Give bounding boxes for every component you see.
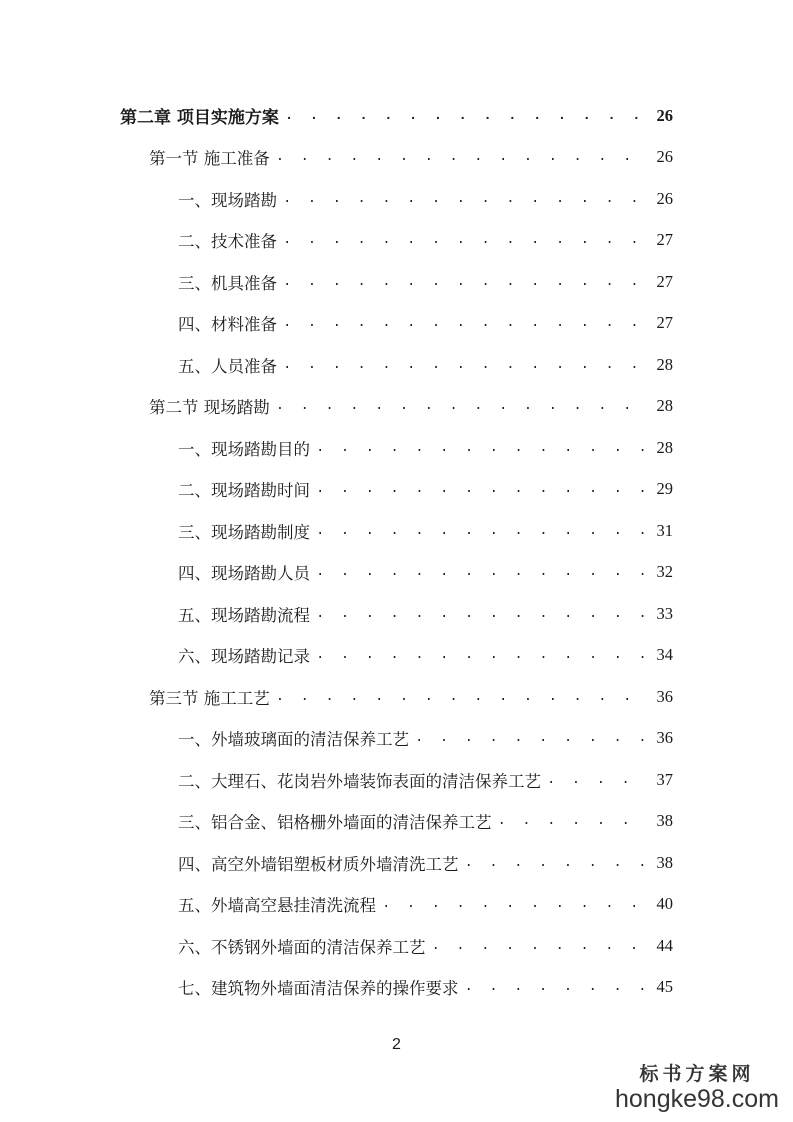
toc-entry-label: 六、现场踏勘记录 [178,647,310,667]
toc-entry-page: 26 [656,105,673,125]
toc-subsection-entry[interactable] [0,884,793,926]
toc-subsection-entry[interactable] [0,759,793,801]
toc-subsection-entry[interactable] [0,635,793,677]
toc-dot-leader [547,772,647,788]
toc-subsection-entry[interactable] [0,344,793,386]
toc-section-entry[interactable] [0,676,793,718]
toc-entry-page: 34 [656,645,673,665]
toc-dot-leader [283,357,647,373]
page-number: 2 [392,1036,401,1053]
toc-entry-page: 28 [656,437,673,457]
watermark-title: 标书方案网 [639,1063,755,1085]
toc-entry-page: 37 [656,769,673,789]
toc-entry-label: 四、材料准备 [178,315,277,335]
toc-subsection-entry[interactable] [0,510,793,552]
toc-entry-label: 六、不锈钢外墙面的清洁保养工艺 [178,937,426,957]
toc-entry-label: 四、高空外墙铝塑板材质外墙清洗工艺 [178,854,459,874]
table-of-contents [0,95,793,1008]
toc-entry-page: 27 [656,230,673,250]
toc-dot-leader [316,564,647,580]
toc-dot-leader [316,606,647,622]
toc-entry-label: 二、技术准备 [178,232,277,252]
toc-subsection-entry[interactable] [0,427,793,469]
toc-dot-leader [283,274,647,290]
toc-dot-leader [276,398,647,414]
toc-dot-leader [276,689,647,705]
toc-entry-label: 五、现场踏勘流程 [178,605,310,625]
toc-dot-leader [432,938,648,954]
toc-dot-leader [316,647,647,663]
toc-section-entry[interactable] [0,137,793,179]
toc-entry-label: 五、外墙高空悬挂清洗流程 [178,896,376,916]
toc-dot-leader [283,232,647,248]
toc-subsection-entry[interactable] [0,718,793,760]
toc-entry-label: 七、建筑物外墙面清洁保养的操作要求 [178,979,459,999]
toc-subsection-entry[interactable] [0,261,793,303]
toc-entry-page: 26 [656,188,673,208]
toc-dot-leader [415,730,647,746]
toc-entry-label: 二、大理石、花岗岩外墙装饰表面的清洁保养工艺 [178,771,541,791]
toc-entry-page: 33 [656,603,673,623]
toc-entry-page: 36 [656,728,673,748]
toc-entry-page: 31 [656,520,673,540]
toc-entry-label: 三、机具准备 [178,273,277,293]
toc-entry-page: 38 [656,811,673,831]
toc-chapter-entry[interactable] [0,95,793,137]
toc-subsection-entry[interactable] [0,469,793,511]
toc-dot-leader [465,855,648,871]
toc-entry-page: 36 [656,686,673,706]
watermark-domain: hongke98.com [614,1085,779,1113]
toc-entry-label: 二、现场踏勘时间 [178,481,310,501]
toc-entry-page: 45 [656,977,673,997]
toc-entry-label: 一、外墙玻璃面的清洁保养工艺 [178,730,409,750]
toc-subsection-entry[interactable] [0,552,793,594]
toc-entry-label: 三、现场踏勘制度 [178,522,310,542]
toc-entry-page: 32 [656,562,673,582]
toc-entry-label: 一、现场踏勘目的 [178,439,310,459]
toc-entry-page: 38 [656,852,673,872]
toc-dot-leader [283,315,647,331]
toc-dot-leader [498,813,648,829]
watermark [615,1059,779,1112]
toc-dot-leader [276,149,647,165]
toc-dot-leader [316,523,647,539]
toc-dot-leader [283,191,647,207]
toc-entry-page: 27 [656,313,673,333]
toc-subsection-entry[interactable] [0,220,793,262]
toc-subsection-entry[interactable] [0,967,793,1009]
toc-entry-page: 28 [656,354,673,374]
toc-section-entry[interactable] [0,386,793,428]
toc-entry-label: 第三节 施工工艺 [149,688,270,708]
toc-entry-label: 第二节 现场踏勘 [149,398,270,418]
toc-subsection-entry[interactable] [0,178,793,220]
toc-subsection-entry[interactable] [0,303,793,345]
toc-subsection-entry[interactable] [0,925,793,967]
toc-entry-label: 三、铝合金、铝格栅外墙面的清洁保养工艺 [178,813,492,833]
toc-entry-page: 40 [656,894,673,914]
toc-dot-leader [316,440,647,456]
toc-dot-leader [285,108,647,124]
toc-dot-leader [465,979,648,995]
toc-entry-page: 26 [656,147,673,167]
toc-subsection-entry[interactable] [0,593,793,635]
toc-entry-label: 第二章 项目实施方案 [120,108,279,129]
toc-subsection-entry[interactable] [0,842,793,884]
toc-entry-label: 四、现场踏勘人员 [178,564,310,584]
toc-subsection-entry[interactable] [0,801,793,843]
toc-entry-label: 五、人员准备 [178,356,277,376]
toc-entry-page: 29 [656,479,673,499]
toc-entry-label: 第一节 施工准备 [149,149,270,169]
toc-dot-leader [316,481,647,497]
toc-entry-page: 44 [656,935,673,955]
toc-dot-leader [382,896,647,912]
toc-entry-label: 一、现场踏勘 [178,190,277,210]
toc-entry-page: 28 [656,396,673,416]
toc-entry-page: 27 [656,271,673,291]
